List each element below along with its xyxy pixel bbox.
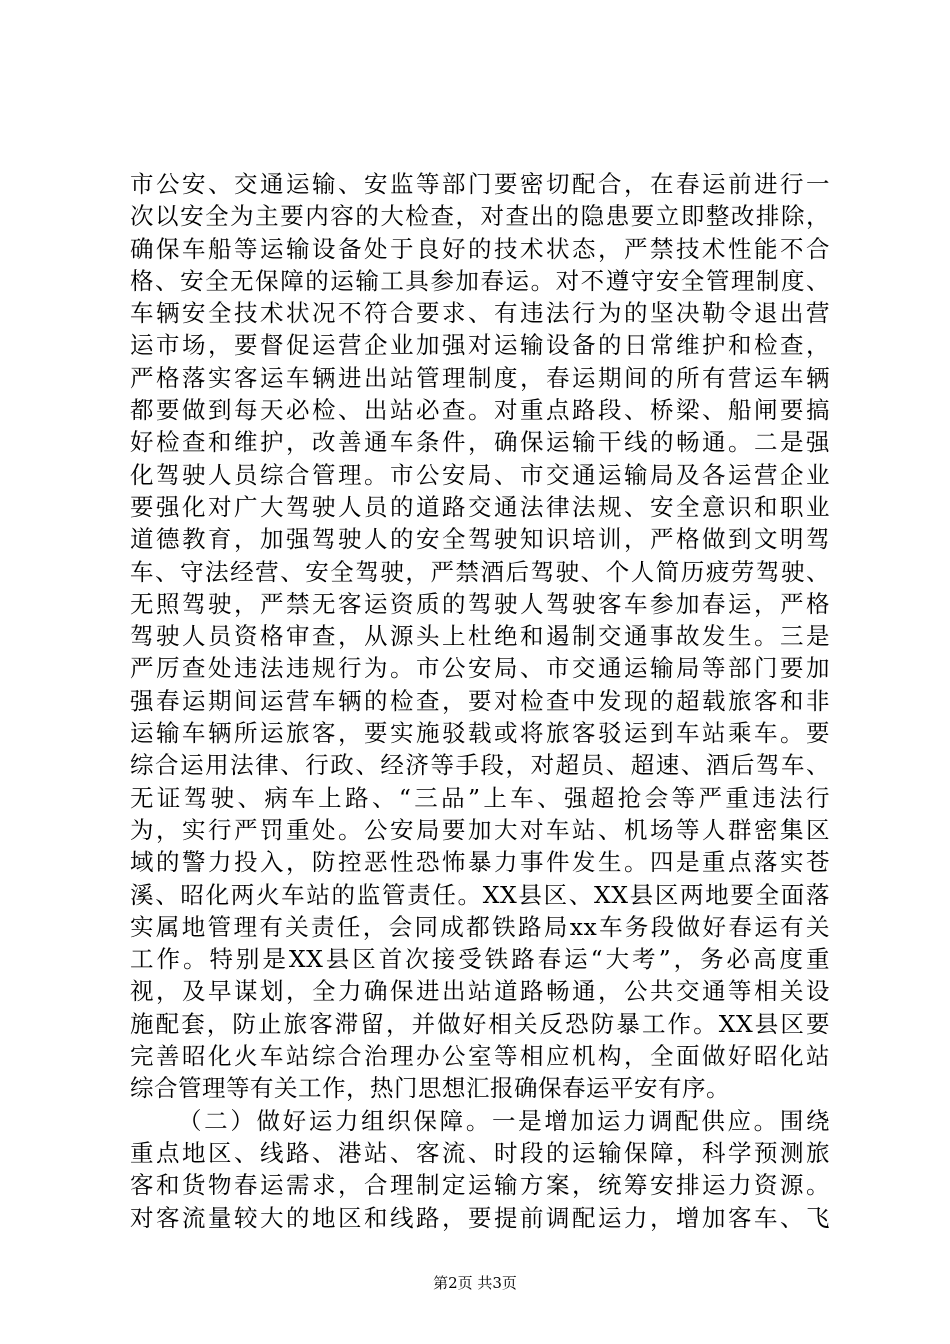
text-line: 车辆安全技术状况不符合要求、有违法行为的坚决勒令退出营 <box>130 299 830 328</box>
text-line: 完善昭化火车站综合治理办公室等相应机构，全面做好昭化站 <box>130 1042 830 1071</box>
text-line: 强春运期间运营车辆的检查，要对检查中发现的超载旅客和非 <box>130 686 830 715</box>
text-line: 无照驾驶，严禁无客运资质的驾驶人驾驶客车参加春运，严格 <box>130 589 830 618</box>
text-line: 车、守法经营、安全驾驶，严禁酒后驾驶、个人简历疲劳驾驶、 <box>130 557 830 586</box>
text-line: 运输车辆所运旅客，要实施驳载或将旅客驳运到车站乘车。要 <box>130 719 830 748</box>
text-line: （二）做好运力组织保障。一是增加运力调配供应。围绕 <box>178 1106 830 1135</box>
page-footer: 第2页 共3页 <box>433 1274 517 1292</box>
text-line: 驾驶人员资格审查，从源头上杜绝和遏制交通事故发生。三是 <box>130 622 830 651</box>
text-line: 综合运用法律、行政、经济等手段，对超员、超速、酒后驾车、 <box>130 751 830 780</box>
text-line: 要强化对广大驾驶人员的道路交通法律法规、安全意识和职业 <box>130 492 830 521</box>
text-line: 次以安全为主要内容的大检查，对查出的隐患要立即整改排除， <box>130 202 830 231</box>
text-line: 无证驾驶、病车上路、“三品”上车、强超抢会等严重违法行 <box>130 783 830 812</box>
text-line: 实属地管理有关责任，会同成都铁路局xx车务段做好春运有关 <box>130 912 830 941</box>
text-line: 运市场，要督促运营企业加强对运输设备的日常维护和检查， <box>130 331 830 360</box>
text-line: 都要做到每天必检、出站必查。对重点路段、桥梁、船闸要搞 <box>130 396 830 425</box>
text-line: 施配套，防止旅客滞留，并做好相关反恐防暴工作。XX县区要 <box>130 1009 830 1038</box>
text-line: 综合管理等有关工作，热门思想汇报确保春运平安有序。 <box>130 1074 730 1103</box>
text-line: 市公安、交通运输、安监等部门要密切配合，在春运前进行一 <box>130 170 830 198</box>
text-line: 域的警力投入，防控恶性恐怖暴力事件发生。四是重点落实苍 <box>130 848 830 877</box>
text-line: 道德教育，加强驾驶人的安全驾驶知识培训，严格做到文明驾 <box>130 525 830 554</box>
text-line: 客和货物春运需求，合理制定运输方案，统筹安排运力资源。 <box>130 1171 830 1200</box>
text-line: 为，实行严罚重处。公安局要加大对车站、机场等人群密集区 <box>130 815 830 844</box>
text-line: 化驾驶人员综合管理。市公安局、市交通运输局及各运营企业 <box>130 460 830 489</box>
text-line: 视，及早谋划，全力确保进出站道路畅通，公共交通等相关设 <box>130 977 830 1006</box>
paragraph-2 <box>130 1105 830 1234</box>
text-line: 工作。特别是XX县区首次接受铁路春运“大考”，务必高度重 <box>130 945 830 974</box>
text-line: 严厉查处违法违规行为。市公安局、市交通运输局等部门要加 <box>130 654 830 683</box>
text-line: 确保车船等运输设备处于良好的技术状态，严禁技术性能不合 <box>130 234 830 263</box>
text-line: 好检查和维护，改善通车条件，确保运输干线的畅通。二是强 <box>130 428 830 457</box>
body-text <box>130 168 830 1234</box>
text-line: 对客流量较大的地区和线路，要提前调配运力，增加客车、飞 <box>130 1203 830 1232</box>
text-line: 溪、昭化两火车站的监管责任。XX县区、XX县区两地要全面落 <box>130 880 830 909</box>
text-line: 严格落实客运车辆进出站管理制度，春运期间的所有营运车辆 <box>130 363 830 392</box>
text-line: 格、安全无保障的运输工具参加春运。对不遵守安全管理制度、 <box>130 266 830 295</box>
text-line: 重点地区、线路、港站、客流、时段的运输保障，科学预测旅 <box>130 1138 830 1167</box>
paragraph-1 <box>130 168 830 1105</box>
